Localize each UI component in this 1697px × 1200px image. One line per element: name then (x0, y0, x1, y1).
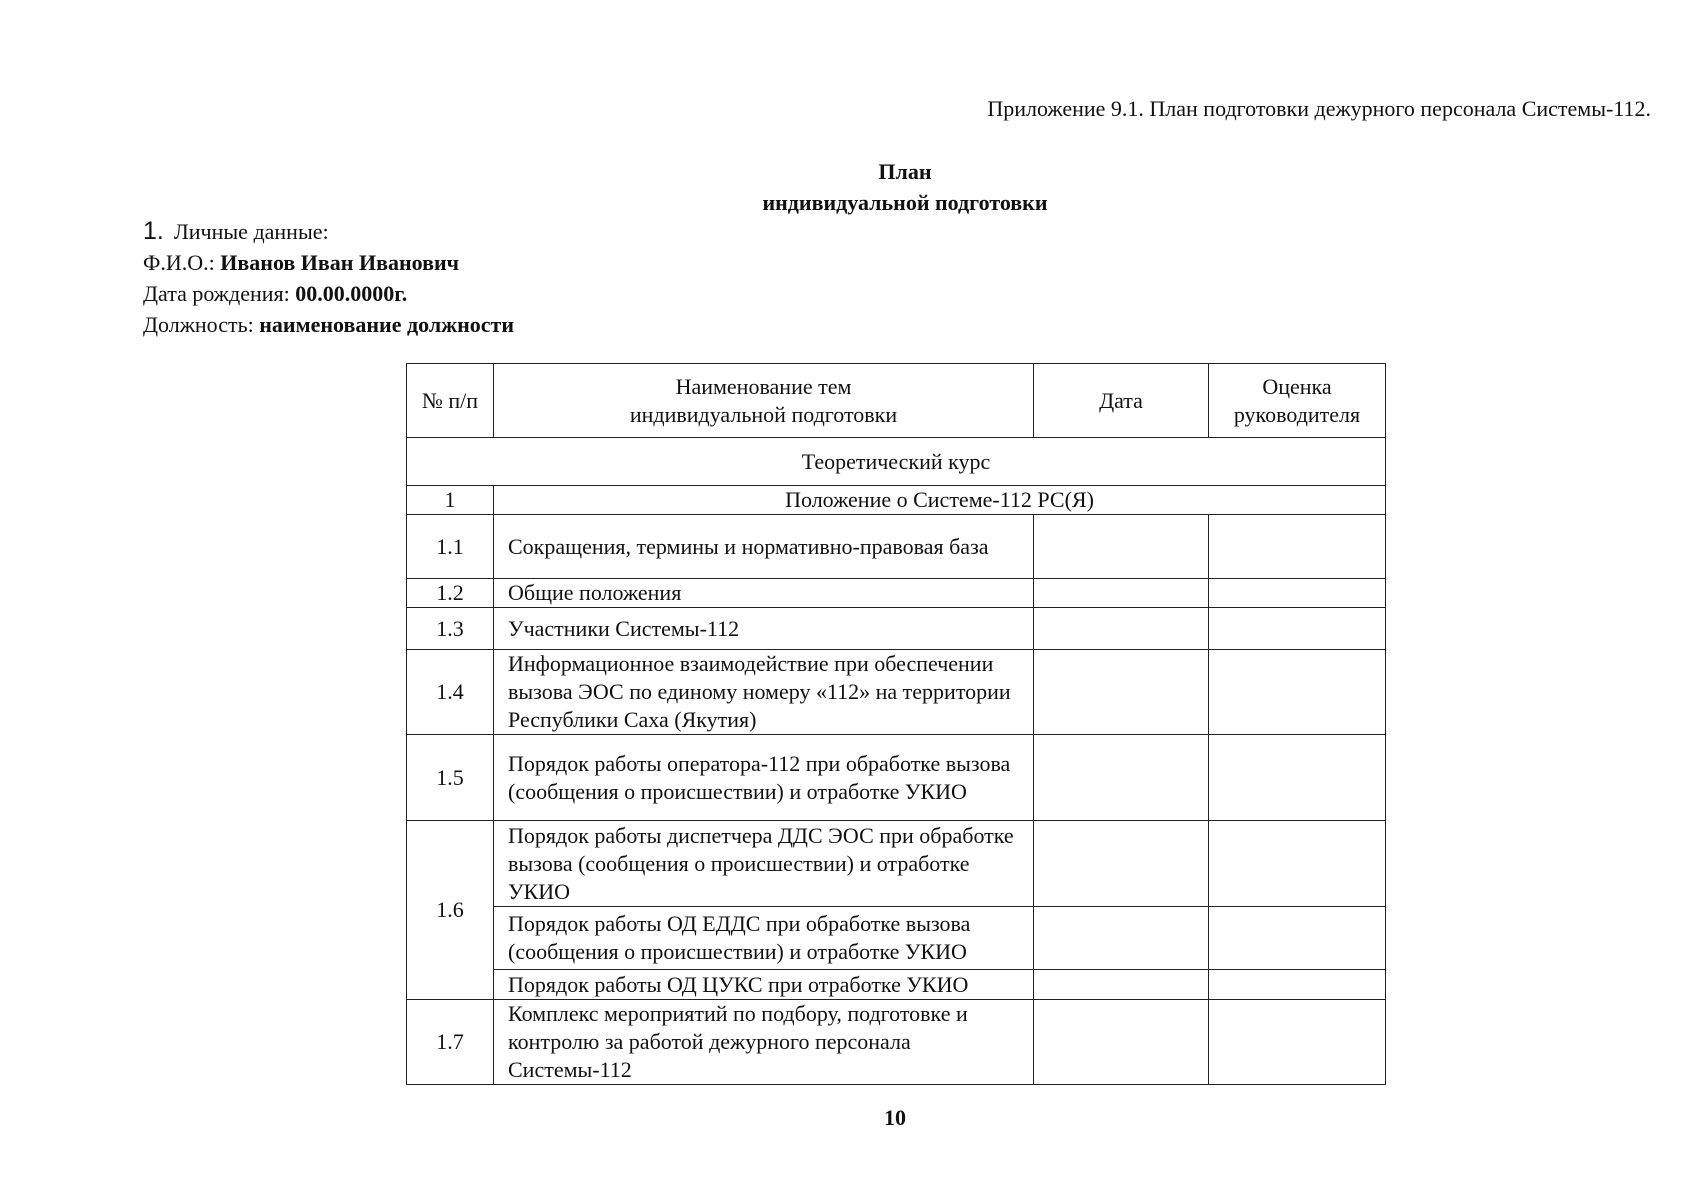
table-row (407, 907, 1386, 970)
section-label: Личные данные: (173, 219, 329, 244)
table-row (407, 970, 1386, 1000)
row-num: 1.6 (407, 821, 494, 1000)
title-line-1: План (878, 159, 932, 184)
header-grade (1209, 364, 1386, 438)
row-topic: Сокращения, термины и нормативно-правовая база (494, 515, 1034, 579)
row-topic: Информационное взаимодействие при обеспечении вызова ЭОС по единому номеру «112» на территории Республики Саха (Якутия) (494, 650, 1034, 735)
header-num: № п/п (407, 364, 494, 438)
fio-label: Ф.И.О.: (143, 250, 215, 275)
table-row (407, 821, 1386, 907)
row-topic: Порядок работы ОД ЕДДС при обработке вызова (сообщения о происшествии) и отработке УКИО (494, 907, 1034, 970)
row-topic: Порядок работы ОД ЦУКС при отработке УКИО (494, 970, 1034, 1000)
date-cell (1034, 650, 1209, 735)
row-topic: Участники Системы-112 (494, 608, 1034, 650)
header-topic-line-2: индивидуальной подготовки (629, 401, 898, 427)
header-grade-line-1: Оценка (1262, 373, 1332, 399)
dob-value: 00.00.0000г. (295, 281, 408, 306)
fio-line (143, 247, 514, 278)
table-row (407, 608, 1386, 650)
row-num: 1.5 (407, 735, 494, 821)
position-line (143, 309, 514, 340)
grade-cell (1209, 1000, 1386, 1085)
document-title (585, 156, 1225, 218)
row-topic: Комплекс мероприятий по подбору, подготовке и контролю за работой дежурного персонала Системы-112 (494, 1000, 1034, 1085)
grade-cell (1209, 735, 1386, 821)
page-number: 10 (884, 1105, 906, 1130)
table-row (407, 1000, 1386, 1085)
section-title: Теоретический курс (407, 438, 1386, 486)
header-date: Дата (1034, 364, 1209, 438)
position-label: Должность: (143, 312, 254, 337)
grade-cell (1209, 579, 1386, 608)
date-cell (1034, 1000, 1209, 1085)
grade-cell (1209, 650, 1386, 735)
row-topic: Порядок работы оператора-112 при обработке вызова (сообщения о происшествии) и отработке УКИО (494, 735, 1034, 821)
grade-cell (1209, 515, 1386, 579)
table-row (407, 579, 1386, 608)
row-num: 1.3 (407, 608, 494, 650)
table-row (407, 515, 1386, 579)
header-topic (494, 364, 1034, 438)
header-topic-line-1: Наименование тем (675, 373, 852, 399)
date-cell (1034, 970, 1209, 1000)
date-cell (1034, 579, 1209, 608)
dob-label: Дата рождения: (143, 281, 290, 306)
date-cell (1034, 608, 1209, 650)
personal-data-section (143, 216, 514, 340)
row-num: 1.1 (407, 515, 494, 579)
date-cell (1034, 907, 1209, 970)
row-num: 1.2 (407, 579, 494, 608)
training-plan-table (406, 363, 1386, 1085)
section-row (407, 438, 1386, 486)
row-topic: Общие положения (494, 579, 1034, 608)
date-cell (1034, 735, 1209, 821)
grade-cell (1209, 970, 1386, 1000)
appendix-caption: Приложение 9.1. План подготовки дежурного персонала Системы-112. (987, 96, 1651, 121)
group-title: Положение о Системе-112 РС(Я) (494, 486, 1386, 515)
dob-line (143, 278, 514, 309)
group-row (407, 486, 1386, 515)
date-cell (1034, 515, 1209, 579)
fio-value: Иванов Иван Иванович (220, 250, 460, 275)
grade-cell (1209, 608, 1386, 650)
row-num: 1.4 (407, 650, 494, 735)
title-line-2: индивидуальной подготовки (762, 190, 1048, 215)
position-value: наименование должности (259, 312, 515, 337)
row-num: 1.7 (407, 1000, 494, 1085)
date-cell (1034, 821, 1209, 907)
header-row (407, 364, 1386, 438)
grade-cell (1209, 821, 1386, 907)
group-num: 1 (407, 486, 494, 515)
table-row (407, 650, 1386, 735)
header-grade-line-2: руководителя (1233, 401, 1361, 427)
section-number: 1. (143, 217, 164, 245)
grade-cell (1209, 907, 1386, 970)
table-row (407, 735, 1386, 821)
personal-data-heading (143, 216, 514, 247)
row-topic: Порядок работы диспетчера ДДС ЭОС при обработке вызова (сообщения о происшествии) и отработке УКИО (494, 821, 1034, 907)
